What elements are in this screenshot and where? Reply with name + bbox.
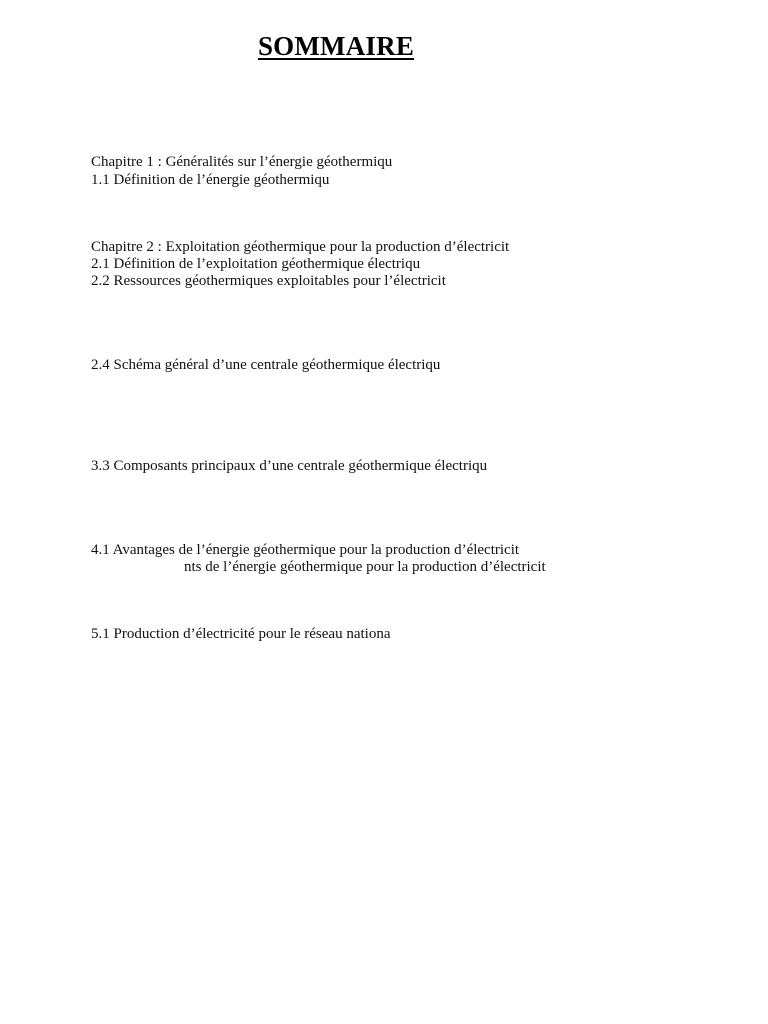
toc-chapter-2: Chapitre 2 : Exploitation géothermique pour la production d’électricit (91, 239, 510, 255)
toc-entry-2-2: 2.2 Ressources géothermiques exploitables pour l’électricit (91, 273, 446, 289)
toc-entry-1-1: 1.1 Définition de l’énergie géothermiqu (91, 172, 330, 188)
toc-chapter-1: Chapitre 1 : Généralités sur l’énergie géothermiqu (91, 154, 393, 170)
toc-entry-4-2-fragment: nts de l’énergie géothermique pour la production d’électricit (184, 559, 546, 575)
page-title: SOMMAIRE (257, 31, 415, 61)
toc-entry-4-1: 4.1 Avantages de l’énergie géothermique pour la production d’électricit (91, 542, 520, 558)
toc-entry-2-1: 2.1 Définition de l’exploitation géothermique électriqu (91, 256, 421, 272)
toc-entry-3-3: 3.3 Composants principaux d’une centrale géothermique électriqu (91, 458, 488, 474)
toc-entry-2-4: 2.4 Schéma général d’une centrale géothermique électriqu (91, 357, 441, 373)
toc-entry-5-1: 5.1 Production d’électricité pour le réseau nationa (91, 626, 391, 642)
